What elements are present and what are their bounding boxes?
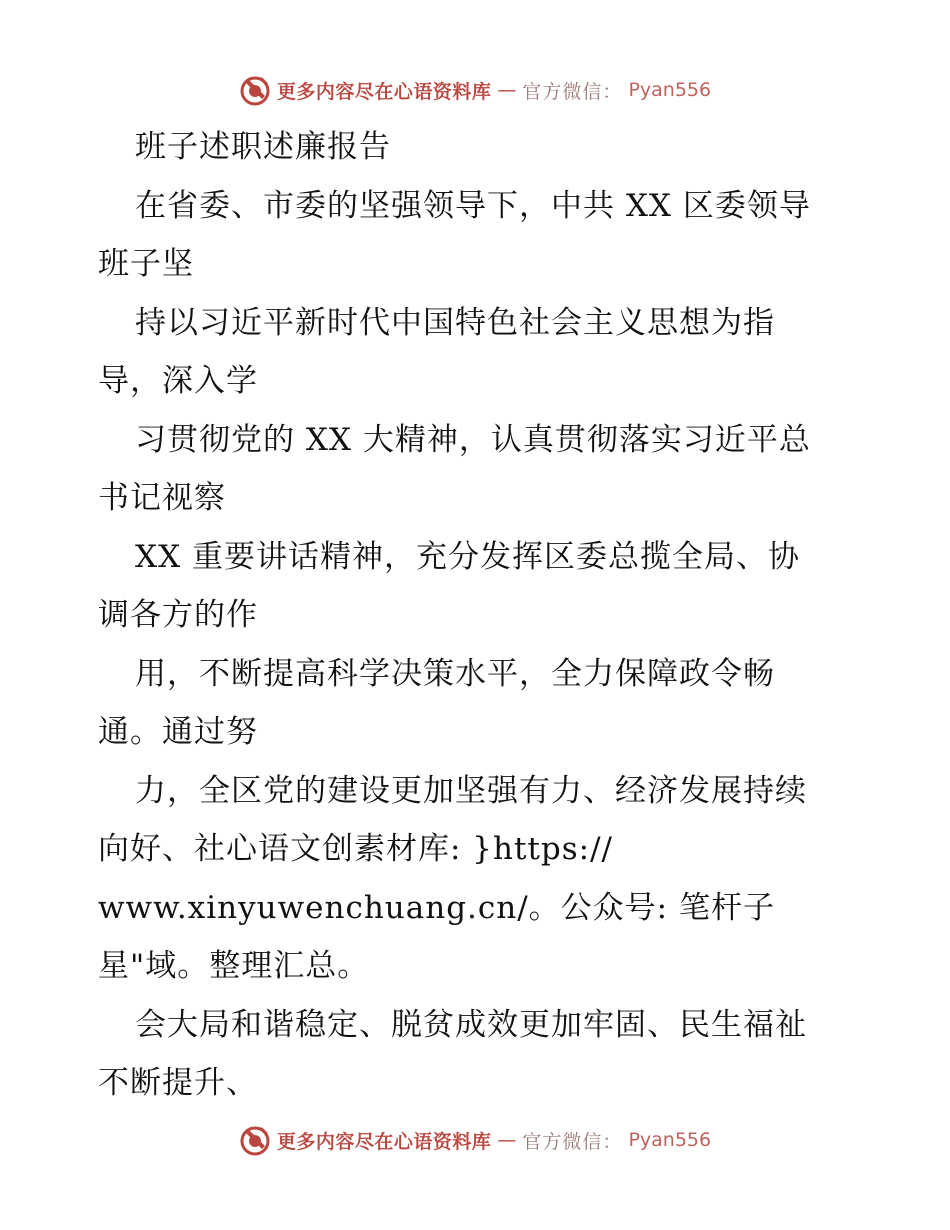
footer-wechat-label: 官方微信：	[522, 1130, 623, 1153]
text-line: 向好、社心语文创素材库: }https://	[98, 831, 613, 867]
text-line: www.xinyuwenchuang.cn/。公众号: 笔杆子	[98, 889, 775, 926]
text-line: 导，深入学	[98, 363, 258, 399]
text-line: 调各方的作	[98, 597, 258, 633]
text-line: 会大局和谐稳定、脱贫成效更加牢固、民生福祉	[135, 1006, 807, 1043]
footer-watermark-banner	[0, 1120, 950, 1160]
header-wechat-label: 官方微信：	[522, 80, 623, 103]
header-brand-text: 更多内容尽在心语资料库	[276, 80, 492, 103]
footer-brand-text: 更多内容尽在心语资料库	[276, 1130, 492, 1153]
footer-dash: —	[497, 1129, 517, 1151]
text-line: 习贯彻党的 XX 大精神，认真贯彻落实习近平总	[135, 421, 811, 458]
text-line: 用，不断提高科学决策水平，全力保障政令畅	[135, 655, 775, 692]
text-line: XX 重要讲话精神，充分发挥区委总揽全局、协	[135, 538, 800, 575]
text-line: 力，全区党的建设更加坚强有力、经济发展持续	[135, 772, 807, 809]
document-body	[98, 118, 858, 1113]
footer-wechat-id: Pyan556	[628, 1129, 712, 1151]
text-line: 不断提升、	[98, 1065, 258, 1101]
brand-logo-icon	[239, 1124, 271, 1156]
text-line: 星"域。整理汇总。	[98, 948, 370, 984]
header-wechat-id: Pyan556	[628, 79, 712, 101]
text-line: 持以习近平新时代中国特色社会主义思想为指	[135, 304, 775, 341]
header-watermark-banner	[0, 70, 950, 110]
brand-logo-icon	[239, 74, 271, 106]
text-line: 在省委、市委的坚强领导下，中共 XX 区委领导	[135, 187, 811, 224]
document-title: 班子述职述廉报告	[135, 129, 391, 165]
text-line: 通。通过努	[98, 714, 258, 750]
header-dash: —	[497, 79, 517, 101]
text-line: 书记视察	[98, 480, 226, 516]
text-line: 班子坚	[98, 246, 194, 282]
